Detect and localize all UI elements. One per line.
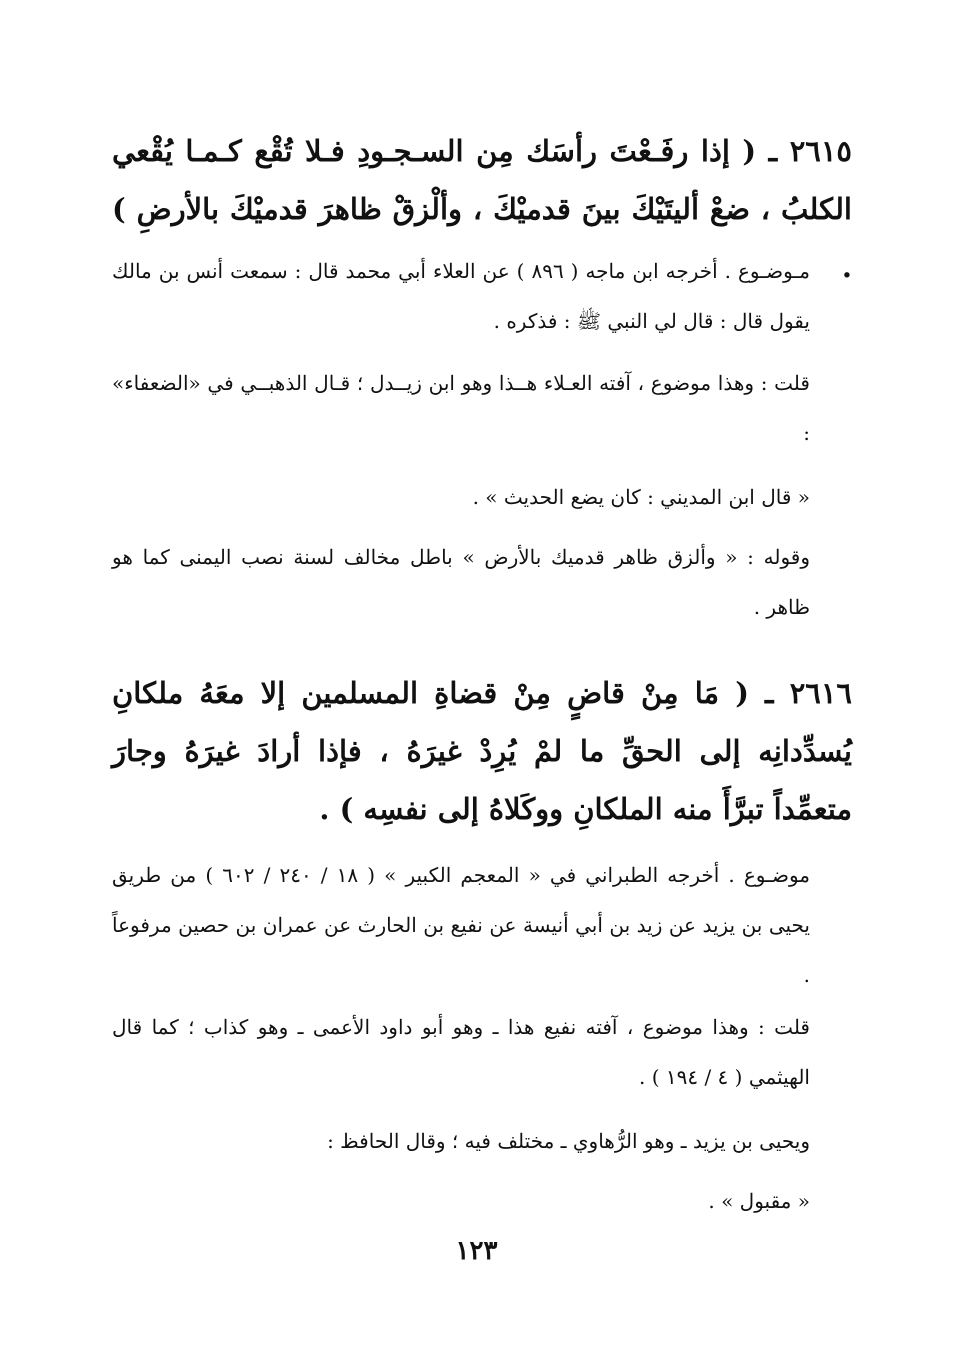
hadith-2616-comment: ويحيى بن يزيد ـ وهو الرُّهاوي ـ مختلف فيه ؛ وقال الحافظ : [327,1129,810,1153]
hadith-2615-qultu: قلت : وهذا موضوع ، آفته العـلاء هــذا وهو ابن زيــدل ؛ قـال الذهبــي في «الضعفاء» : [112,371,810,445]
hadith-2616-qultu: قلت : وهذا موضوع ، آفته نفيع هذا ـ وهو أبو داود الأعمى ـ وهو كذاب ؛ كما قال الهيثمي ( ٤ / ١٩٤ ) . [112,1015,810,1089]
page-number: ١٢٣ [455,1236,498,1266]
hadith-2615-comment: وقوله : « وألزق ظاهر قدميك بالأرض » باطل مخالف لسنة نصب اليمنى كما هو ظاهر . [112,545,810,619]
hadith-2615-takhrij: مـوضـوع . أخرجه ابن ماجه ( ٨٩٦ ) عن العلاء أبي محمد قال : سمعت أنس بن مالك يقول قال : قال لي النبي ﷺ : فذكره . [112,259,810,333]
hadith-2615-text: ٢٦١٥ ـ ( إذا رفَـعْتَ رأسَك مِن السـجـودِ فـلا تُقْع كـمـا يُقْعي الكلبُ ، ضعْ أليتَيْكَ بينَ قدميْكَ ، وألْزقْ ظاهرَ قدميْكَ بالأرضِ ) . [112,134,852,284]
hadith-2615-quote: « قال ابن المديني : كان يضع الحديث » . [472,485,810,509]
hadith-2616-text: ٢٦١٦ ـ ( مَا مِنْ قاضٍ مِنْ قضاةِ المسلمين إلا معَهُ ملكانِ يُسدِّدانِه إلى الحقِّ ما لمْ يُرِدْ غيرَهُ ، فإذا أرادَ غيرَهُ وجارَ متعمِّداً تبرَّأَ منه الملكانِ ووكَلاهُ إلى نفسِه ) . [112,676,852,826]
hadith-2616-quote: « مقبول » . [708,1189,810,1213]
hadith-2616-takhrij: موضـوع . أخرجه الطبراني في « المعجم الكبير » ( ١٨ / ٢٤٠ / ٦٠٢ ) من طريق يحيى بن يزيد عن زيد بن أبي أنيسة عن نفيع بن الحارث عن عمران بن حصين مرفوعاً . [112,863,811,987]
